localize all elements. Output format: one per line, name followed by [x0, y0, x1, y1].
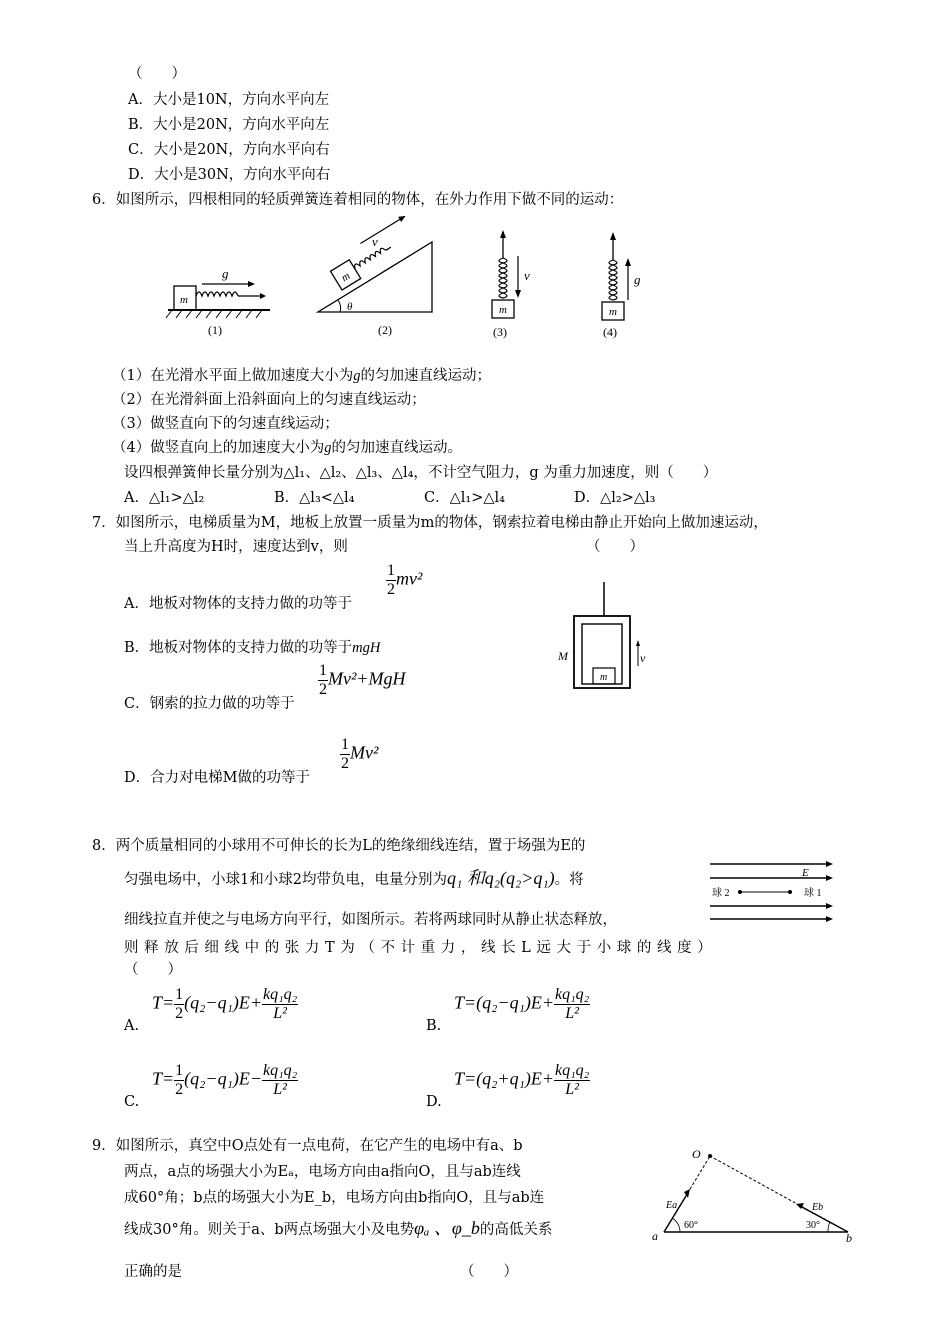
q7-stem-2: 当上升高度为H时，速度达到v，则	[124, 539, 348, 555]
q9-paren: （ ）	[460, 1264, 518, 1280]
q5-option-b: B．大小是20N，方向水平向左	[128, 117, 330, 133]
q8-option-c-label: C.	[124, 1094, 140, 1110]
q8-option-b-label: B.	[426, 1018, 442, 1034]
q6-item-4: （4）做竖直向上的加速度大小为g的匀加速直线运动。	[112, 440, 462, 456]
q8-option-a-formula: T= $\frac{1}{2}$ (q₂−q₁)E+ $\frac{\text{kq₁q₂}}{\text{L²}}$	[152, 986, 298, 1022]
q9-line-4: 线成30°角。则关于a、b两点场强大小及电势φₐ 、φ_b的高低关系	[124, 1218, 553, 1238]
fig1-m: m	[180, 294, 188, 306]
q7-option-a-formula: $\frac{1}{2}$ mv²	[387, 562, 423, 598]
q6-item-3: （3）做竖直向下的匀速直线运动；	[112, 416, 339, 432]
spring-fig-2	[318, 213, 432, 337]
elevator-v: v	[640, 651, 646, 665]
q8-stem-2: 匀强电场中，小球1和小球2均带负电，电量分别为q₁ 和q₂(q₂>q₁)。将	[124, 868, 584, 888]
q8-stem-1: 8．两个质量相同的小球用不可伸长的长为L的绝缘细线连结，置于场强为E的	[92, 838, 586, 854]
q8-option-a-label: A.	[124, 1018, 140, 1034]
spring-fig-1	[166, 266, 270, 337]
point-O: O	[692, 1147, 701, 1161]
elevator-M: M	[558, 649, 568, 663]
q8-option-d-label: D.	[426, 1094, 442, 1110]
q9-line-5: 正确的是	[124, 1264, 182, 1280]
q6-item-2: （2）在光滑斜面上沿斜面向上的匀速直线运动；	[112, 392, 426, 408]
q9-line-1: 9．如图所示，真空中O点处有一点电荷，在它产生的电场中有a、b	[92, 1138, 523, 1154]
q6-option-c: C．△l₁>△l₄	[424, 490, 505, 506]
spring-fig-4	[602, 232, 641, 339]
q8-option-c-formula: T= $\frac{1}{2}$ (q₂−q₁)E− $\frac{\text{kq₁q₂}}{\text{L²}}$	[152, 1062, 298, 1098]
q8-paren: （ ）	[124, 962, 182, 978]
fig2-v: v	[372, 234, 378, 249]
q7-elevator-figure	[552, 582, 646, 694]
angle-30: 30°	[806, 1220, 820, 1231]
q6-option-d: D．△l₂>△l₃	[574, 490, 656, 506]
fig2-caption: (2)	[378, 323, 392, 337]
fig2-m: m	[339, 269, 353, 285]
q9-line-2: 两点，a点的场强大小为Eₐ，电场方向由a指向O，且与ab连线	[124, 1164, 521, 1180]
q6-option-b: B．△l₃<△l₄	[274, 490, 355, 506]
fig3-caption: (3)	[493, 325, 507, 339]
q7-option-d: D．合力对电梯M做的功等于	[124, 770, 310, 786]
q8-field-figure	[710, 856, 835, 926]
q9-line-3: 成60°角；b点的场强大小为E_b，电场方向由b指向O，且与ab连	[124, 1190, 545, 1206]
fig4-caption: (4)	[603, 325, 617, 339]
q9-field-figure	[648, 1146, 858, 1246]
q6-stem: 6．如图所示，四根相同的轻质弹簧连着相同的物体，在外力作用下做不同的运动：	[92, 192, 624, 208]
q7-option-c-formula: $\frac{1}{2}$ Mv²+MgH	[319, 662, 406, 698]
point-b: b	[846, 1231, 852, 1245]
q6-figure	[160, 228, 680, 348]
q7-option-d-formula: $\frac{1}{2}$ Mv²	[341, 736, 379, 772]
fig3-v: v	[524, 268, 530, 283]
q7-option-b: B．地板对物体的支持力做的功等于mgH	[124, 640, 381, 656]
label-Ea: Ea	[666, 1200, 678, 1211]
field-E: E	[802, 867, 809, 879]
ball-2-label: 球 2	[712, 888, 730, 899]
q7-stem-1: 7．如图所示，电梯质量为M，地板上放置一质量为m的物体，钢索拉着电梯由静止开始向上做加速运动，	[92, 515, 768, 531]
fig1-g: g	[222, 266, 229, 281]
angle-60: 60°	[684, 1220, 698, 1231]
q8-stem-3: 细线拉直并使之与电场方向平行，如图所示。若将两球同时从静止状态释放，	[124, 912, 617, 928]
q5-option-d: D．大小是30N，方向水平向右	[128, 167, 331, 183]
point-a: a	[652, 1229, 658, 1243]
q8-stem-4: 则释放后细线中的张力T为（不计重力，线长L远大于小球的线度）	[124, 940, 718, 956]
q8-option-b-formula: T=(q₂−q₁)E+ $\frac{\text{kq₁q₂}}{\text{L²}}$	[454, 986, 590, 1022]
q7-option-c: C．钢索的拉力做的功等于	[124, 696, 295, 712]
label-Eb: Eb	[812, 1202, 824, 1213]
spring-fig-3	[492, 230, 530, 339]
q6-item-1: （1）在光滑水平面上做加速度大小为g的匀加速直线运动；	[112, 368, 491, 384]
fig2-theta: θ	[347, 301, 353, 313]
fig4-m: m	[609, 306, 617, 318]
q7-paren: （ ）	[586, 539, 644, 555]
q5-paren: （ ）	[128, 66, 186, 82]
fig1-caption: (1)	[208, 323, 222, 337]
fig4-g: g	[634, 272, 641, 287]
q7-option-a: A．地板对物体的支持力做的功等于	[124, 596, 352, 612]
q8-option-d-formula: T=(q₂+q₁)E+ $\frac{\text{kq₁q₂}}{\text{L²}}$	[454, 1062, 590, 1098]
q6-assumption: 设四根弹簧伸长量分别为△l₁、△l₂、△l₃、△l₄，不计空气阻力，g 为重力加速度，则（ ）	[124, 465, 718, 481]
elevator-m: m	[600, 672, 608, 683]
fig3-m: m	[499, 304, 507, 316]
q6-option-a: A．△l₁>△l₂	[124, 490, 205, 506]
q5-option-a: A．大小是10N，方向水平向左	[128, 92, 330, 108]
q5-option-c: C．大小是20N，方向水平向右	[128, 142, 330, 158]
ball-1-label: 球 1	[804, 888, 822, 899]
